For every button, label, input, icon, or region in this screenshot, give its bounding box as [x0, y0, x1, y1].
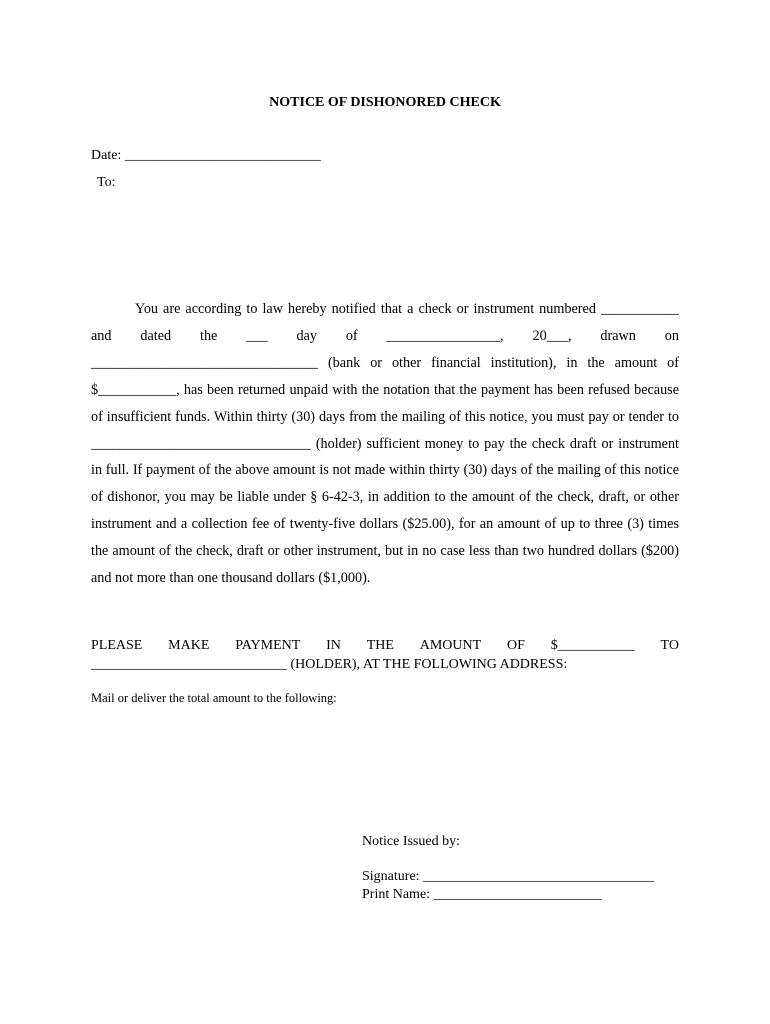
notice-body-paragraph: You are according to law hereby notified that a check or instrument numbered ___________ and dated the ___ day of ________________, 20___, drawn on ________________________________ (bank or other financial institution), in the amount of $___________, has been returned unpaid with the notation that the payment has been refused because of insufficient funds. Within thirty (30) days from the mailing of this notice, you must pay or tender to _______________________________ (holder) sufficient money to pay the check draft or instrument in full. If payment of the above amount is not made within thirty (30) days of the mailing of this notice of dishonor, you may be liable under § 6-42-3, in addition to the amount of the check, draft, or other instrument and a collection fee of twenty-five dollars ($25.00), for an amount of up to three (3) times the amount of the check, draft or other instrument, but in no case less than two hundred dollars ($200) and not more than one thousand dollars ($1,000). — [91, 301, 679, 587]
to-line: To: — [97, 175, 116, 190]
payment-word: THE — [366, 638, 394, 653]
mail-instruction: Mail or deliver the total amount to the following: — [91, 691, 337, 705]
document-title: NOTICE OF DISHONORED CHECK — [269, 95, 501, 110]
print-name-line: Print Name: ________________________ — [362, 887, 602, 902]
payment-line-2: ____________________________ (HOLDER), AT THE FOLLOWING ADDRESS: — [91, 656, 568, 672]
date-line: Date: ____________________________ — [91, 148, 321, 163]
payment-word: $___________ — [550, 638, 635, 653]
payment-word: OF — [507, 638, 525, 653]
signature-line: Signature: _________________________________ — [362, 869, 655, 884]
payment-word: AMOUNT — [419, 638, 482, 653]
payment-word: IN — [326, 638, 341, 653]
payment-line-1 — [91, 637, 679, 656]
payment-word: PAYMENT — [235, 638, 301, 653]
payment-word: TO — [660, 638, 679, 653]
payment-instruction — [91, 637, 679, 674]
payment-word: MAKE — [168, 638, 210, 653]
payment-word: PLEASE — [91, 638, 143, 653]
notice-issued-by: Notice Issued by: — [362, 834, 460, 849]
